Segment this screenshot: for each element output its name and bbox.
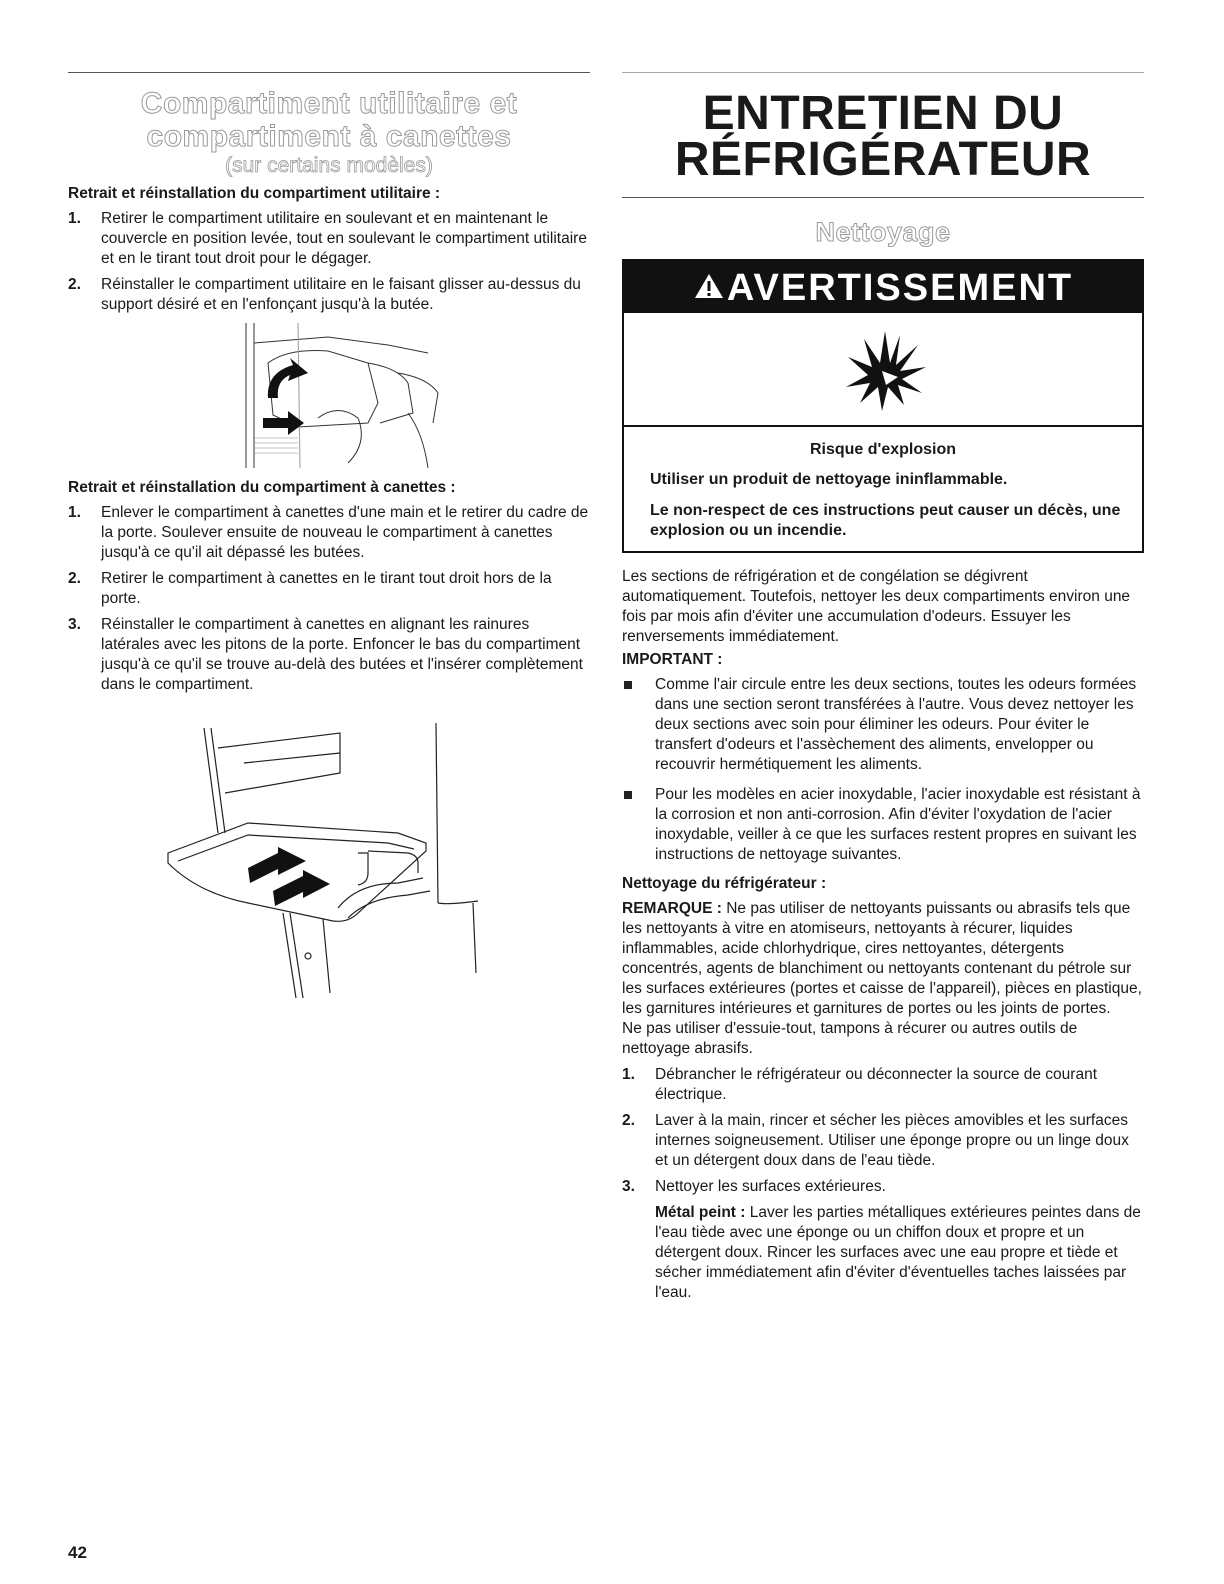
warning-banner: AVERTISSEMENT (624, 261, 1142, 313)
utility-compartment-illustration (68, 323, 590, 473)
cleaning-section-title: Nettoyage (815, 217, 951, 247)
warning-box (622, 259, 1144, 553)
can-heading: Retrait et réinstallation du compartiment à canettes : (68, 479, 456, 496)
top-rule-right (622, 72, 1144, 73)
warning-line2: Le non-respect de ces instructions peut causer un décès, une explosion ou un incendie. (650, 502, 1121, 539)
note-paragraph-2: Ne pas utiliser d'essuie-tout, tampons à récurer ou autres outils de nettoyage abrasifs. (622, 1020, 1078, 1057)
list-item: 1. Enlever le compartiment à canettes d'une main et le retirer du cadre de la porte. Soulever ensuite de nouveau le compartiment à canettes jusqu'à ce qu'il ait dépassé les butées. (68, 504, 589, 561)
list-item: 1. Débrancher le réfrigérateur ou déconnecter la source de courant électrique. (622, 1066, 1098, 1103)
utility-heading: Retrait et réinstallation du compartiment utilitaire : (68, 185, 441, 202)
can-steps (68, 503, 590, 695)
note-paragraph: REMARQUE : Ne pas utiliser de nettoyants puissants ou abrasifs tels que les nettoyants à vitre en atomiseurs, nettoyants à récurer, liquides inflammables, acide chlorhydrique, cires nettoyantes, détergents concentrés, agents de blanchiment ou nettoyants contenant du pétrole sur les surfaces extérieures (portes et caisse de l'appareil), pièces en plastique, les garnitures intérieures et garnitures de portes ou les joints de portes. (622, 900, 1142, 1017)
left-column (68, 72, 590, 1023)
bullet-square-icon (624, 681, 632, 689)
intro-paragraph: Les sections de réfrigération et de congélation se dégivrent automatiquement. Toutefois, nettoyer les deux compartiments environ une fois par mois afin d'éviter une accumulation d'odeurs. Essuyer les renversements immédiatement. (622, 568, 1131, 645)
right-column (622, 72, 1144, 1309)
bullet-square-icon (624, 791, 632, 799)
can-compartment-illustration (68, 723, 590, 1023)
cleaning-heading: Nettoyage du réfrigérateur : (622, 875, 827, 892)
list-item: 2. Réinstaller le compartiment utilitaire en le faisant glisser au-dessus du support désiré et en l'enfonçant jusqu'à la butée. (68, 276, 581, 313)
list-item: 3. Nettoyer les surfaces extérieures. Métal peint : Laver les parties métalliques extérieures peintes dans de l'eau tiède avec une éponge ou un chiffon doux et propre et un détergent doux. Rincer les surfaces avec une eau propre et tiède et sécher immédiatement afin d'éviter d'éventuelles taches laissées par l'eau. (622, 1177, 1144, 1303)
utility-steps (68, 209, 590, 315)
list-item: 1. Retirer le compartiment utilitaire en soulevant et en maintenant le couvercle en position levée, tout en soulevant le compartiment utilitaire et en le tirant tout droit pour le dégager. (68, 210, 587, 267)
page-number: 42 (68, 1543, 87, 1562)
important-bullets (622, 675, 1144, 865)
painted-metal-paragraph: Métal peint : Laver les parties métalliques extérieures peintes dans de l'eau tiède avec une éponge ou un chiffon doux et propre et un détergent doux. Rincer les surfaces avec une eau propre et tiède et sécher immédiatement afin d'éviter d'éventuelles taches laissées par l'eau. (655, 1204, 1141, 1301)
section-subtitle: (sur certains modèles) (225, 154, 433, 177)
list-item: 3. Réinstaller le compartiment à canettes en alignant les rainures latérales avec les pitons de la porte. Enfoncer le bas du compartiment jusqu'à ce qu'il se trouve au-delà des butées et l'insérer complètement dans le compartiment. (68, 616, 583, 693)
page-title: ENTRETIEN DU RÉFRIGÉRATEUR (674, 87, 1092, 186)
list-item: 2. Retirer le compartiment à canettes en le tirant tout droit hors de la porte. (68, 570, 552, 607)
section-title-line2: compartiment à canettes (146, 120, 512, 153)
important-label: IMPORTANT : (622, 651, 723, 668)
section-title-line1: Compartiment utilitaire et (140, 87, 518, 120)
cleaning-steps (622, 1065, 1144, 1303)
list-item: Comme l'air circule entre les deux sections, toutes les odeurs formées dans une section seront transférées à l'autre. Vous devez nettoyer les deux sections avec soin pour éliminer les odeurs. Pour éviter le transfert d'odeurs et l'assèchement des aliments, envelopper ou recouvrir hermétiquement les aliments. (622, 675, 1144, 775)
title-rule (622, 197, 1144, 198)
warning-triangle-icon (693, 266, 725, 310)
list-item: Pour les modèles en acier inoxydable, l'acier inoxydable est résistant à la corrosion et non anti-corrosion. Afin d'éviter l'oxydation de l'acier inoxydable, veiller à ce que les surfaces restent propres en suivant les instructions de nettoyage suivantes. (622, 785, 1144, 865)
warning-risk: Risque d'explosion (809, 441, 957, 458)
explosion-icon (840, 323, 930, 413)
warning-line1: Utiliser un produit de nettoyage ininflammable. (650, 471, 1008, 488)
list-item: 2. Laver à la main, rincer et sécher les pièces amovibles et les surfaces internes soigneusement. Utiliser une éponge propre ou un linge doux et un détergent doux dans de l'eau tiède. (622, 1112, 1129, 1169)
